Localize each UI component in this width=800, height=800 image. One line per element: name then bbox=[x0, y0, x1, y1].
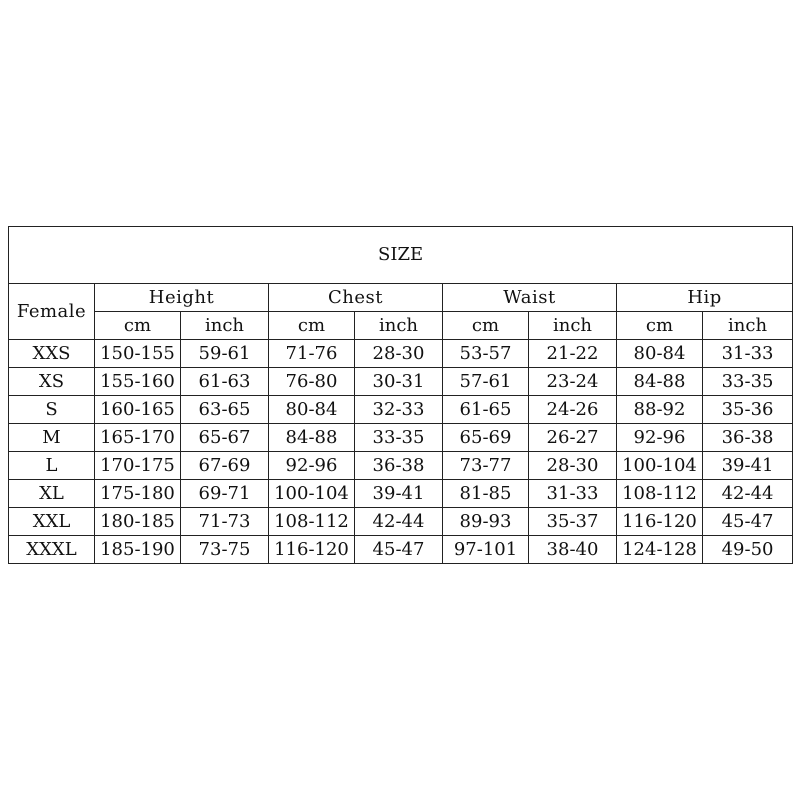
measurement-cell: 88-92 bbox=[617, 396, 703, 424]
measurement-cell: 100-104 bbox=[269, 480, 355, 508]
measurement-cell: 42-44 bbox=[355, 508, 443, 536]
group-header-hip: Hip bbox=[617, 284, 793, 312]
measurement-cell: 116-120 bbox=[617, 508, 703, 536]
measurement-cell: 108-112 bbox=[617, 480, 703, 508]
measurement-cell: 24-26 bbox=[529, 396, 617, 424]
measurement-cell: 31-33 bbox=[529, 480, 617, 508]
measurement-cell: 80-84 bbox=[269, 396, 355, 424]
measurement-cell: 28-30 bbox=[355, 340, 443, 368]
unit-header: cm bbox=[617, 312, 703, 340]
measurement-cell: 35-36 bbox=[703, 396, 793, 424]
unit-header: inch bbox=[703, 312, 793, 340]
measurement-cell: 185-190 bbox=[95, 536, 181, 564]
measurement-cell: 21-22 bbox=[529, 340, 617, 368]
measurement-cell: 108-112 bbox=[269, 508, 355, 536]
measurement-cell: 124-128 bbox=[617, 536, 703, 564]
unit-header: cm bbox=[95, 312, 181, 340]
row-header-label: Female bbox=[9, 284, 95, 340]
group-header-height: Height bbox=[95, 284, 269, 312]
measurement-cell: 73-77 bbox=[443, 452, 529, 480]
table-title: SIZE bbox=[9, 227, 793, 284]
measurement-cell: 170-175 bbox=[95, 452, 181, 480]
size-label-cell: XXS bbox=[9, 340, 95, 368]
unit-header: inch bbox=[355, 312, 443, 340]
measurement-cell: 97-101 bbox=[443, 536, 529, 564]
measurement-cell: 39-41 bbox=[703, 452, 793, 480]
measurement-cell: 84-88 bbox=[617, 368, 703, 396]
measurement-cell: 45-47 bbox=[355, 536, 443, 564]
measurement-cell: 92-96 bbox=[617, 424, 703, 452]
measurement-cell: 67-69 bbox=[181, 452, 269, 480]
table-row bbox=[9, 368, 793, 396]
title-row bbox=[9, 227, 793, 284]
table-row bbox=[9, 508, 793, 536]
measurement-cell: 165-170 bbox=[95, 424, 181, 452]
measurement-cell: 155-160 bbox=[95, 368, 181, 396]
measurement-cell: 73-75 bbox=[181, 536, 269, 564]
measurement-cell: 175-180 bbox=[95, 480, 181, 508]
measurement-cell: 81-85 bbox=[443, 480, 529, 508]
measurement-cell: 150-155 bbox=[95, 340, 181, 368]
unit-header: inch bbox=[529, 312, 617, 340]
measurement-cell: 61-63 bbox=[181, 368, 269, 396]
size-label-cell: S bbox=[9, 396, 95, 424]
measurement-cell: 49-50 bbox=[703, 536, 793, 564]
measurement-cell: 100-104 bbox=[617, 452, 703, 480]
measurement-cell: 71-76 bbox=[269, 340, 355, 368]
measurement-cell: 31-33 bbox=[703, 340, 793, 368]
measurement-cell: 33-35 bbox=[703, 368, 793, 396]
measurement-cell: 76-80 bbox=[269, 368, 355, 396]
table-row bbox=[9, 340, 793, 368]
measurement-cell: 57-61 bbox=[443, 368, 529, 396]
measurement-cell: 80-84 bbox=[617, 340, 703, 368]
measurement-cell: 116-120 bbox=[269, 536, 355, 564]
size-label-cell: XS bbox=[9, 368, 95, 396]
table-row bbox=[9, 480, 793, 508]
measurement-cell: 160-165 bbox=[95, 396, 181, 424]
measurement-cell: 42-44 bbox=[703, 480, 793, 508]
unit-header: cm bbox=[443, 312, 529, 340]
measurement-cell: 61-65 bbox=[443, 396, 529, 424]
measurement-cell: 53-57 bbox=[443, 340, 529, 368]
table-row bbox=[9, 536, 793, 564]
size-chart-table bbox=[8, 226, 793, 564]
measurement-cell: 84-88 bbox=[269, 424, 355, 452]
measurement-cell: 26-27 bbox=[529, 424, 617, 452]
measurement-cell: 71-73 bbox=[181, 508, 269, 536]
measurement-cell: 69-71 bbox=[181, 480, 269, 508]
unit-header: cm bbox=[269, 312, 355, 340]
table-row bbox=[9, 424, 793, 452]
unit-header: inch bbox=[181, 312, 269, 340]
size-label-cell: XXXL bbox=[9, 536, 95, 564]
unit-header-row bbox=[9, 312, 793, 340]
measurement-cell: 36-38 bbox=[355, 452, 443, 480]
measurement-cell: 30-31 bbox=[355, 368, 443, 396]
group-header-waist: Waist bbox=[443, 284, 617, 312]
measurement-cell: 89-93 bbox=[443, 508, 529, 536]
measurement-cell: 38-40 bbox=[529, 536, 617, 564]
measurement-cell: 33-35 bbox=[355, 424, 443, 452]
measurement-cell: 63-65 bbox=[181, 396, 269, 424]
measurement-cell: 180-185 bbox=[95, 508, 181, 536]
measurement-cell: 65-67 bbox=[181, 424, 269, 452]
measurement-cell: 36-38 bbox=[703, 424, 793, 452]
measurement-cell: 65-69 bbox=[443, 424, 529, 452]
size-label-cell: L bbox=[9, 452, 95, 480]
size-label-cell: XL bbox=[9, 480, 95, 508]
table-row bbox=[9, 396, 793, 424]
measurement-cell: 23-24 bbox=[529, 368, 617, 396]
measurement-cell: 59-61 bbox=[181, 340, 269, 368]
size-label-cell: M bbox=[9, 424, 95, 452]
measurement-cell: 45-47 bbox=[703, 508, 793, 536]
measurement-cell: 32-33 bbox=[355, 396, 443, 424]
measurement-cell: 28-30 bbox=[529, 452, 617, 480]
measurement-cell: 35-37 bbox=[529, 508, 617, 536]
group-header-chest: Chest bbox=[269, 284, 443, 312]
size-label-cell: XXL bbox=[9, 508, 95, 536]
group-header-row bbox=[9, 284, 793, 312]
measurement-cell: 92-96 bbox=[269, 452, 355, 480]
measurement-cell: 39-41 bbox=[355, 480, 443, 508]
table-row bbox=[9, 452, 793, 480]
